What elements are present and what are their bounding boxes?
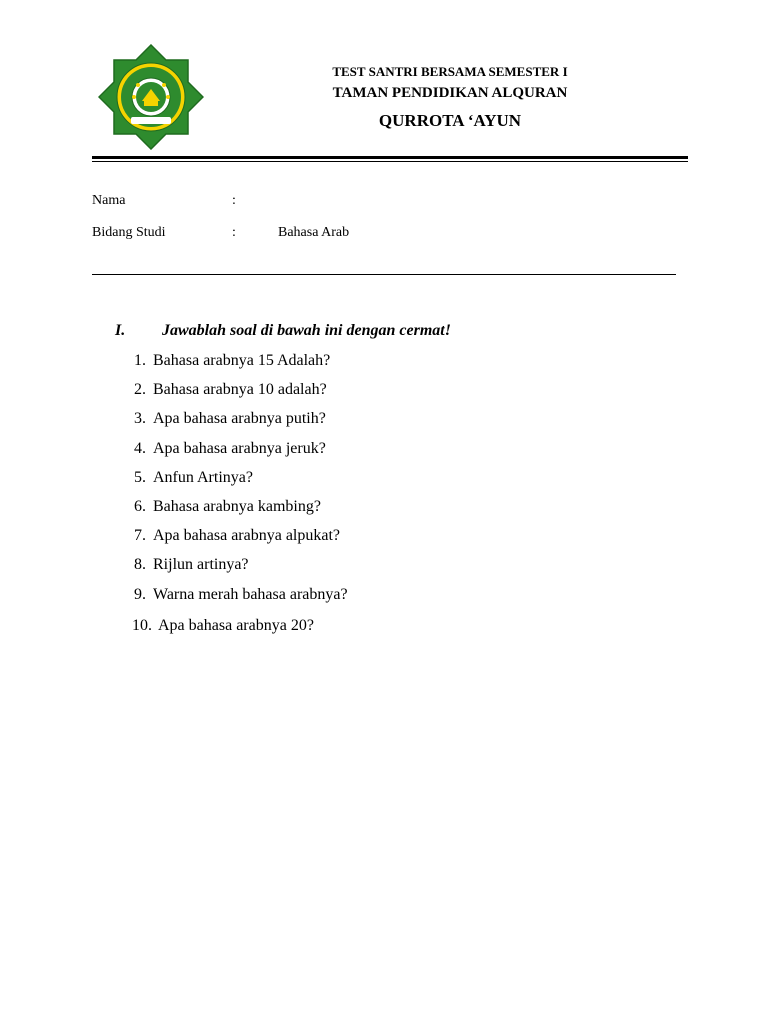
- section-number: I.: [115, 322, 126, 339]
- question-text: Apa bahasa arabnya 20?: [158, 617, 314, 634]
- question-text: Apa bahasa arabnya putih?: [153, 410, 326, 427]
- question-text: Anfun Artinya?: [153, 469, 253, 486]
- question-number: 6.: [134, 498, 146, 515]
- question-number: 3.: [134, 410, 146, 427]
- field-label-nama: Nama: [92, 193, 126, 208]
- field-value-bidang-studi: Bahasa Arab: [278, 225, 350, 240]
- school-logo-icon: [98, 44, 204, 150]
- field-colon-nama: :: [232, 193, 236, 208]
- question-text: Warna merah bahasa arabnya?: [153, 586, 348, 603]
- question-number: 7.: [134, 527, 146, 544]
- section-divider: [92, 274, 676, 275]
- question-number: 1.: [134, 352, 146, 369]
- question-number: 9.: [134, 586, 146, 603]
- question-text: Bahasa arabnya 10 adalah?: [153, 381, 327, 398]
- question-text: Bahasa arabnya kambing?: [153, 498, 321, 515]
- question-number: 10.: [132, 617, 152, 634]
- header-divider-thick: [92, 156, 688, 159]
- question-number: 4.: [134, 440, 146, 457]
- field-label-bidang-studi: Bidang Studi: [92, 225, 166, 240]
- question-text: Bahasa arabnya 15 Adalah?: [153, 352, 331, 369]
- question-text: Rijlun artinya?: [153, 556, 249, 573]
- field-colon-bidang-studi: :: [232, 225, 236, 240]
- header-exam-title: TEST SANTRI BERSAMA SEMESTER I: [332, 64, 568, 79]
- question-number: 2.: [134, 381, 146, 398]
- question-text: Apa bahasa arabnya jeruk?: [153, 440, 326, 457]
- question-number: 8.: [134, 556, 146, 573]
- section-instruction: Jawablah soal di bawah ini dengan cermat!: [162, 322, 451, 339]
- question-number: 5.: [134, 469, 146, 486]
- header-divider-thin: [92, 161, 688, 162]
- header-school-name: QURROTA ‘AYUN: [378, 111, 522, 130]
- header-institution: TAMAN PENDIDIKAN ALQURAN: [332, 85, 568, 101]
- question-text: Apa bahasa arabnya alpukat?: [153, 527, 341, 544]
